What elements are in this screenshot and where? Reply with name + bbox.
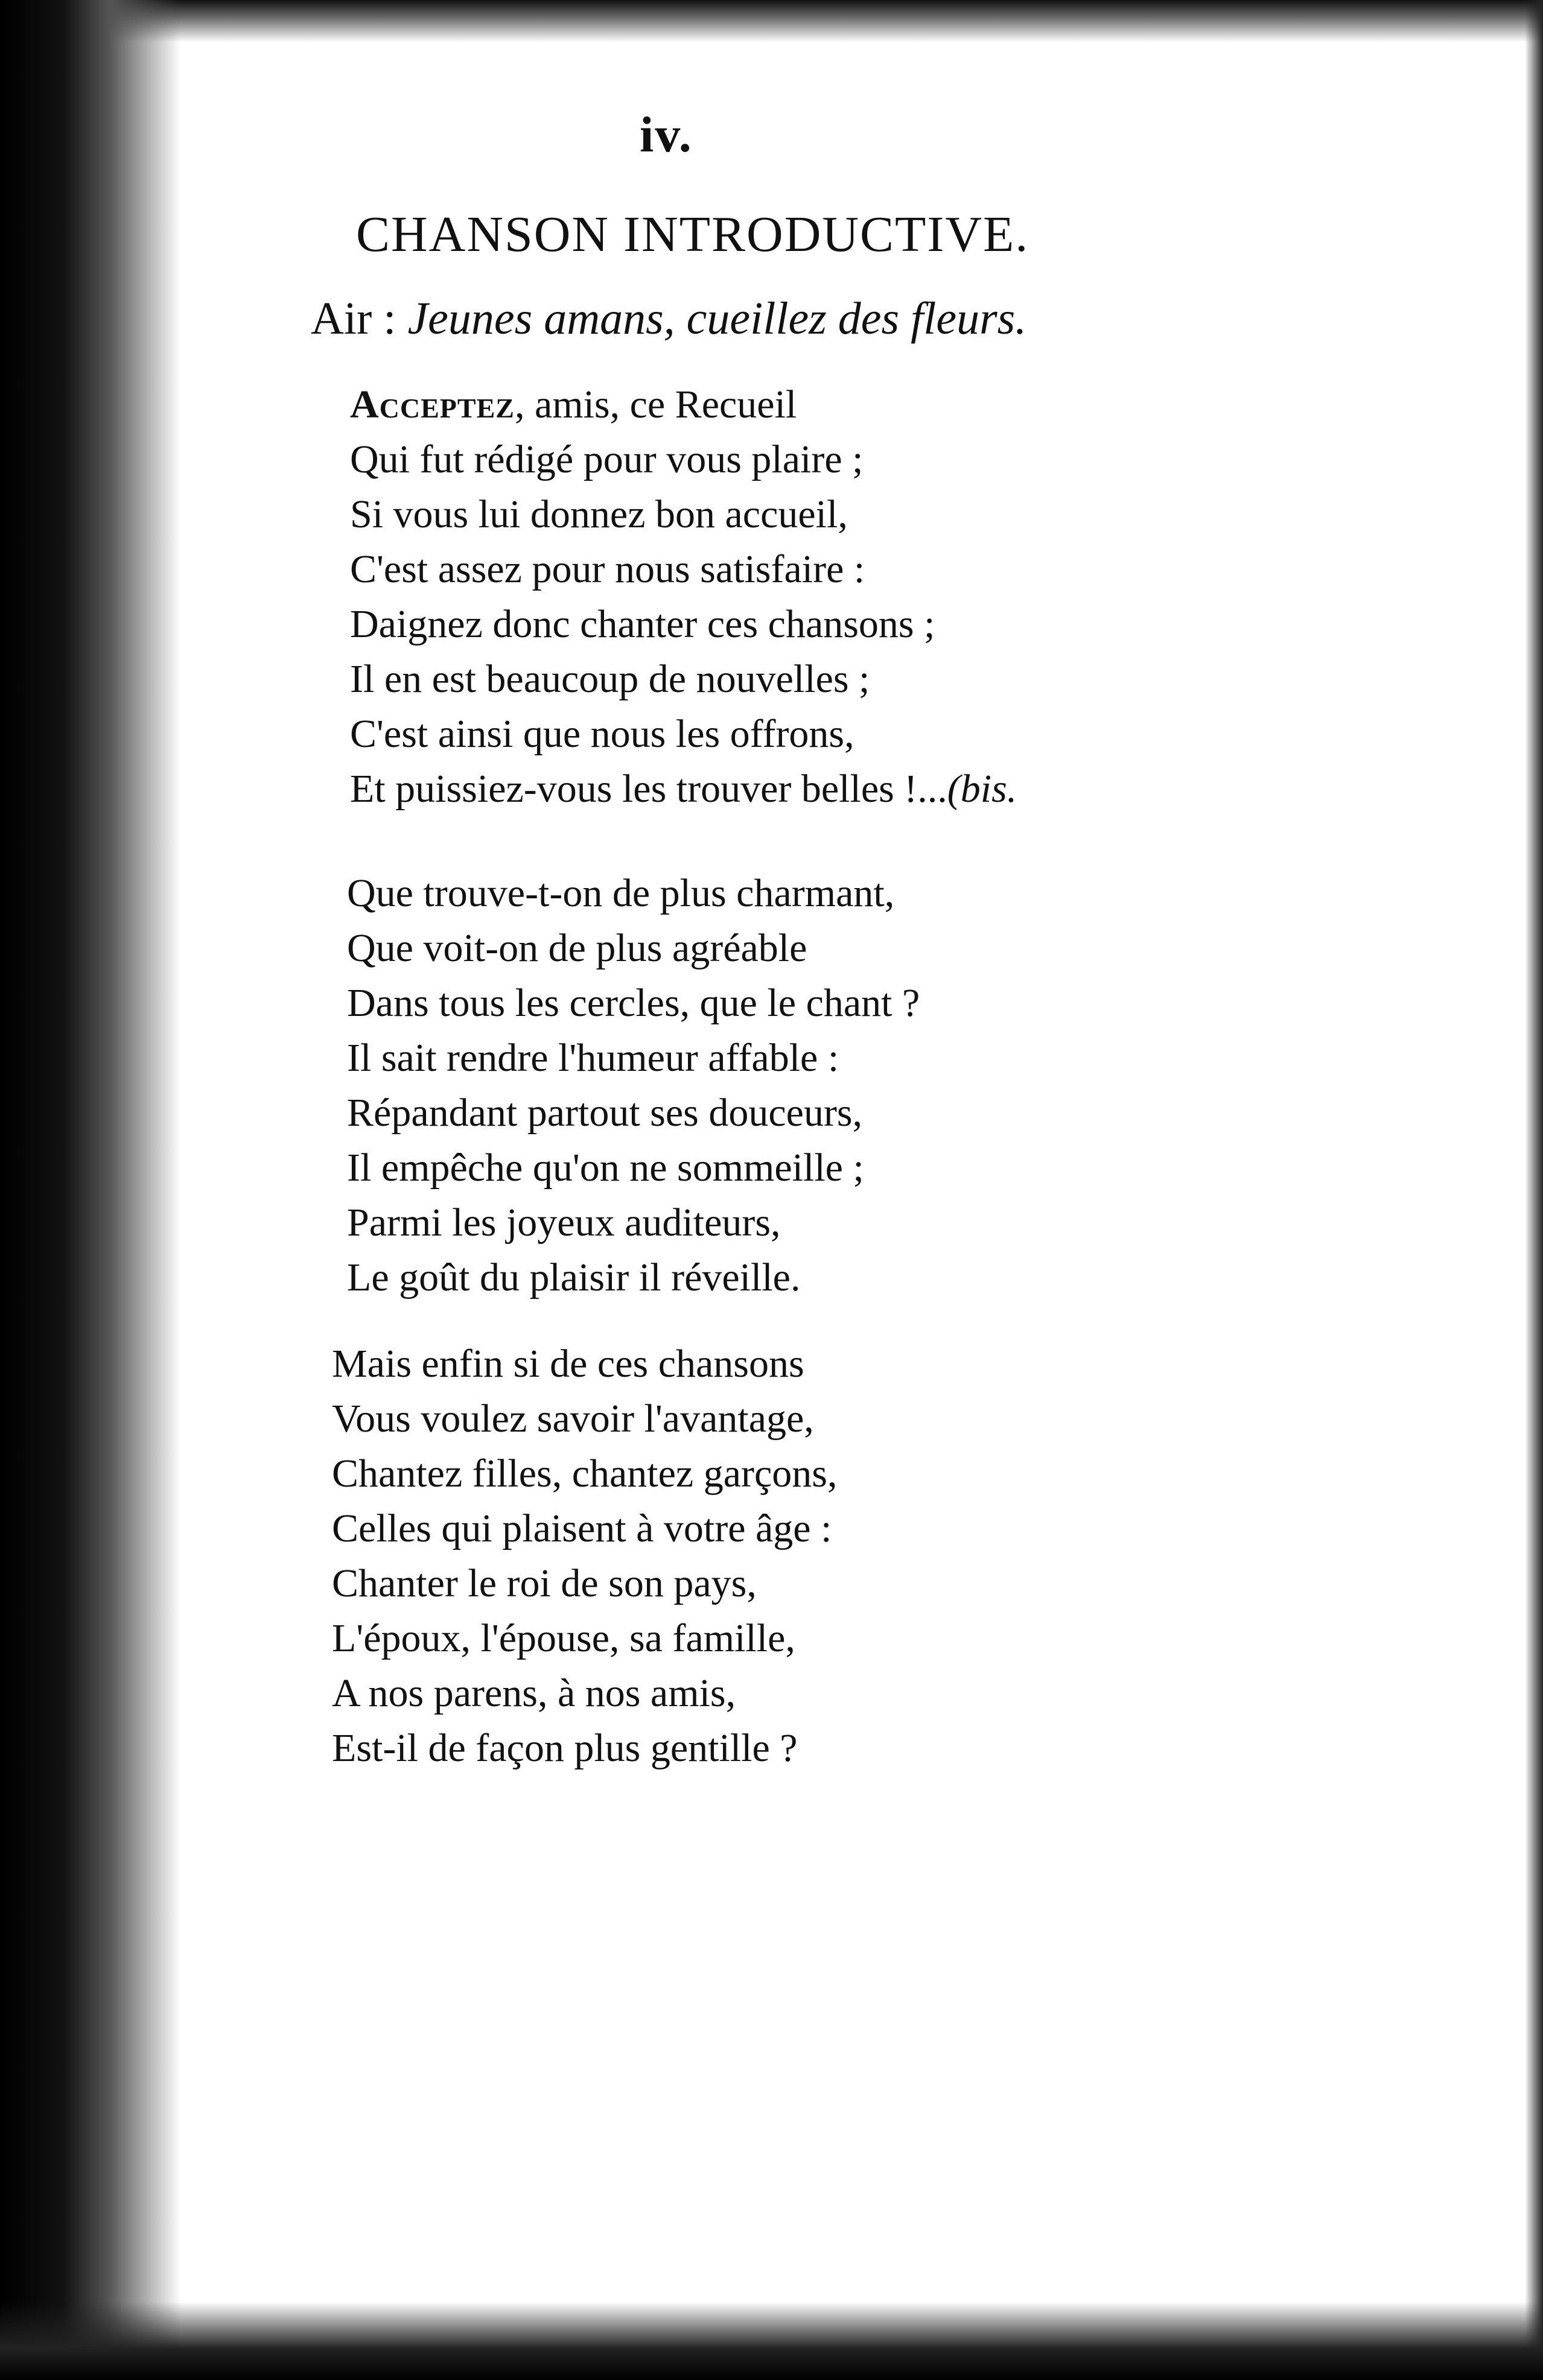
verse-line: Que trouve-t-on de plus charmant,: [347, 871, 895, 915]
page-number: iv.: [640, 107, 693, 163]
verse-line: Chantez filles, chantez garçons,: [332, 1452, 838, 1496]
verse-line: Qui fut rédigé pour vous plaire ;: [350, 437, 864, 481]
air-name: Jeunes amans, cueillez des fleurs.: [407, 293, 1027, 344]
verse-initial-word: Acceptez: [350, 382, 515, 427]
stanza-1: [350, 377, 1017, 816]
verse-line: A nos parens, à nos amis,: [332, 1671, 736, 1715]
verse-line: Celles qui plaisent à votre âge :: [332, 1506, 832, 1550]
verse-line: L'époux, l'épouse, sa famille,: [332, 1616, 795, 1660]
verse-line: C'est assez pour nous satisfaire :: [350, 547, 865, 591]
verse-last-line: Et puissiez-vous les trouver belles !...: [350, 767, 947, 811]
verse-line: C'est ainsi que nous les offrons,: [350, 712, 854, 756]
verse-line: Mais enfin si de ces chansons: [332, 1342, 804, 1386]
verse-line: Il en est beaucoup de nouvelles ;: [350, 657, 870, 701]
verse-line: Parmi les joyeux auditeurs,: [347, 1201, 781, 1245]
verse-line: Que voit-on de plus agréable: [347, 926, 807, 970]
verse-line: Si vous lui donnez bon accueil,: [350, 492, 848, 536]
scan-edge-right: [1525, 0, 1543, 2380]
verse-line: Répandant partout ses douceurs,: [347, 1091, 863, 1135]
verse-line: Le goût du plaisir il réveille.: [347, 1255, 801, 1299]
stanza-3: [332, 1336, 837, 1775]
verse-line: Chanter le roi de son pays,: [332, 1561, 757, 1605]
stanza-2: [347, 866, 920, 1305]
verse-line: Est-il de façon plus gentille ?: [332, 1726, 798, 1770]
air-line: [311, 293, 1026, 345]
verse-line: Dans tous les cercles, que le chant ?: [347, 981, 920, 1025]
verse-first-line-rest: , amis, ce Recueil: [514, 382, 797, 427]
air-prefix: Air :: [311, 293, 396, 344]
verse-line: Il sait rendre l'humeur affable :: [347, 1036, 839, 1080]
verse-line: [350, 377, 1017, 432]
scan-edge-bottom: [0, 2302, 1543, 2380]
verse-line: [350, 761, 1017, 816]
page-title: CHANSON INTRODUCTIVE.: [356, 206, 1029, 262]
verse-line: Daignez donc chanter ces chansons ;: [350, 602, 935, 646]
verse-line: Vous voulez savoir l'avantage,: [332, 1397, 814, 1441]
scan-edge-top: [0, 0, 1543, 42]
verse-line: Il empêche qu'on ne sommeille ;: [347, 1146, 864, 1190]
scan-edge-left: [0, 0, 181, 2380]
bis-marker: (bis.: [947, 767, 1017, 811]
